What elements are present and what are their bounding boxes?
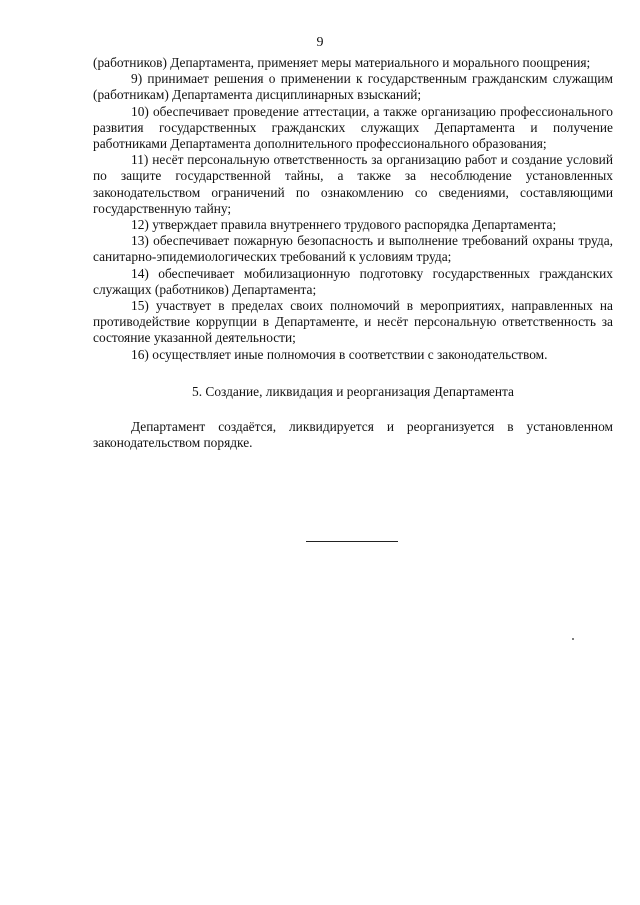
- paragraph-item-15: 15) участвует в пределах своих полномочий в мероприятиях, направленных на противодействие коррупции в Департаменте, и несёт персональную ответственность за состояние указанной деятельности;: [93, 298, 613, 346]
- document-body: [93, 55, 613, 451]
- paragraph-continuation: (работников) Департамента, применяет меры материального и морального поощрения;: [93, 55, 591, 70]
- section-paragraph: Департамент создаётся, ликвидируется и реорганизуется в установленном законодательством порядке.: [93, 419, 613, 451]
- paragraph-item-16: 16) осуществляет иные полномочия в соответствии с законодательством.: [131, 346, 548, 362]
- paragraph-item-11: 11) несёт персональную ответственность за организацию работ и создание условий по защите государственной тайны, а также за несоблюдение установленных законодательством ограничений по ознакомлению со сведениями, составляющими государственную тайну;: [93, 152, 613, 216]
- end-separator-line: [306, 541, 398, 542]
- paragraph-item-12: 12) утверждает правила внутреннего трудового распорядка Департамента;: [131, 217, 557, 233]
- paragraph-item-14: 14) обеспечивает мобилизационную подготовку государственных гражданских служащих (работников) Департамента;: [93, 265, 613, 297]
- paragraph-item-13: 13) обеспечивает пожарную безопасность и выполнение требований охраны труда, санитарно-эпидемиологических требований к условиям труда;: [93, 233, 613, 265]
- paragraph-item-10: 10) обеспечивает проведение аттестации, а также организацию профессионального развития государственных гражданских служащих Департамента и получение работниками Департамента дополнительного профессионального образования;: [93, 103, 613, 152]
- page-number: 9: [316, 35, 324, 50]
- paragraph-item-9: 9) принимает решения о применении к государственным гражданским служащим (работникам) Департамента дисциплинарных взысканий;: [93, 71, 613, 103]
- scan-speck: [572, 638, 574, 640]
- section-heading: 5. Создание, ликвидация и реорганизация Департамента: [192, 383, 514, 399]
